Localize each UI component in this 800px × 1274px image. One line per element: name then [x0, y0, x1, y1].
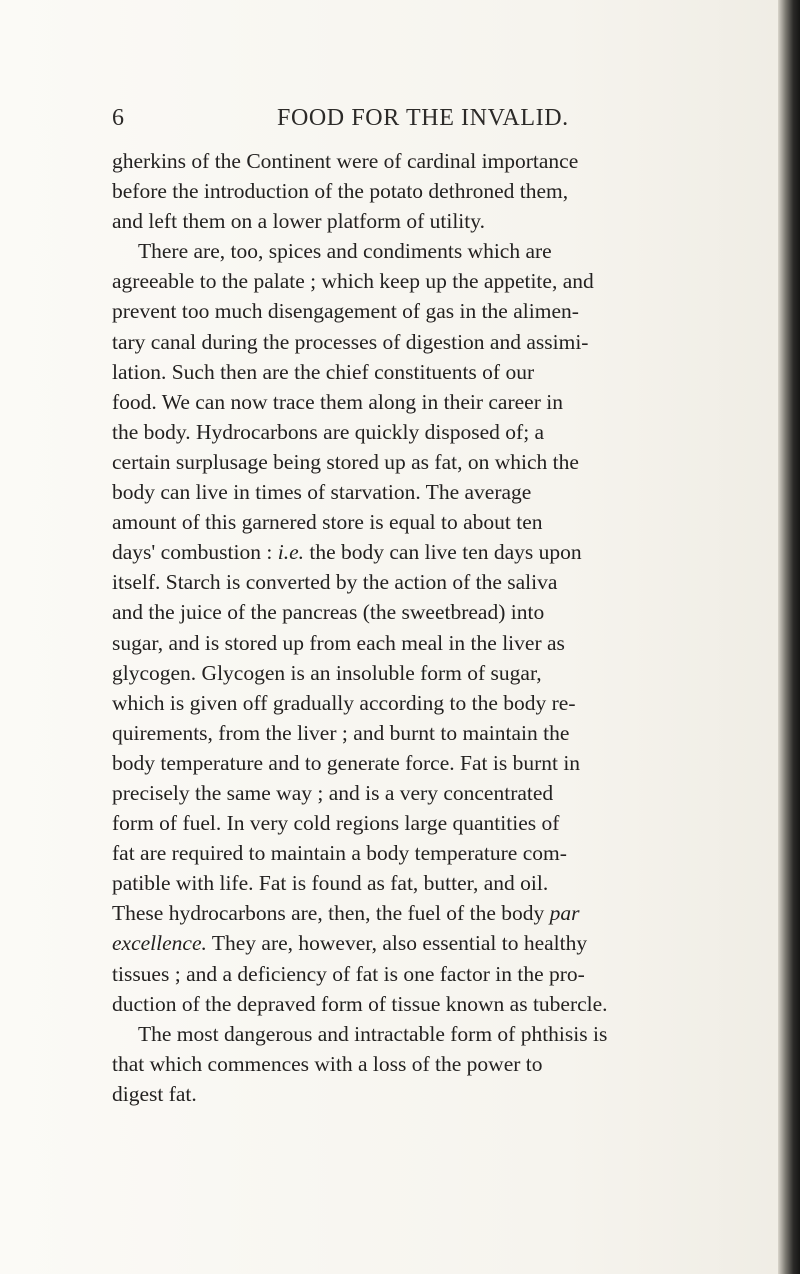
text-line: and the juice of the pancreas (the sweetbread) into: [112, 600, 545, 625]
text-line: [112, 537, 777, 567]
text-span: the body can live ten days upon: [304, 540, 582, 565]
text-line: prevent too much disengagement of gas in the alimen-: [112, 299, 579, 324]
text-line: There are, too, spices and condiments which are: [138, 239, 552, 264]
text-span: These hydrocarbons are, then, the fuel of the body: [112, 901, 550, 926]
text-line: body temperature and to generate force. Fat is burnt in: [112, 750, 581, 775]
text-line: quirements, from the liver ; and burnt to maintain the: [112, 720, 570, 745]
body-text: [112, 146, 777, 1109]
page-number: 6: [112, 105, 124, 131]
text-line: [112, 928, 777, 958]
text-line: before the introduction of the potato dethroned them,: [112, 179, 569, 204]
text-line: [112, 898, 777, 928]
text-line: tissues ; and a deficiency of fat is one factor in the pro-: [112, 961, 585, 986]
text-line: and left them on a lower platform of utility.: [112, 209, 485, 234]
italic-ie: i.e.: [277, 540, 304, 565]
text-span: days' combustion :: [112, 540, 278, 565]
text-line: sugar, and is stored up from each meal in the liver as: [112, 630, 565, 655]
text-line: lation. Such then are the chief constituents of our: [112, 359, 535, 384]
text-line: gherkins of the Continent were of cardinal importance: [112, 149, 579, 173]
text-line: itself. Starch is converted by the action of the saliva: [112, 570, 558, 595]
text-line: patible with life. Fat is found as fat, butter, and oil.: [112, 871, 549, 896]
text-line: body can live in times of starvation. The average: [112, 480, 532, 505]
text-line: digest fat.: [112, 1081, 197, 1106]
text-line: agreeable to the palate ; which keep up the appetite, and: [112, 269, 594, 294]
text-line: the body. Hydrocarbons are quickly disposed of; a: [112, 419, 545, 444]
text-span: They are, however, also essential to healthy: [206, 931, 588, 956]
text-line: that which commences with a loss of the power to: [112, 1051, 543, 1076]
text-line: glycogen. Glycogen is an insoluble form of sugar,: [112, 660, 542, 685]
text-line: certain surplusage being stored up as fat, on which the: [112, 449, 579, 474]
running-title: FOOD FOR THE INVALID.: [277, 105, 569, 131]
text-line: tary canal during the processes of digestion and assimi-: [112, 329, 589, 354]
text-line: food. We can now trace them along in their career in: [112, 389, 563, 414]
text-line: amount of this garnered store is equal to about ten: [112, 510, 543, 535]
italic-par: par: [549, 901, 580, 926]
text-line: The most dangerous and intractable form of phthisis is: [138, 1021, 608, 1046]
italic-excellence: excellence.: [112, 931, 207, 956]
text-line: duction of the depraved form of tissue known as tubercle.: [112, 991, 608, 1016]
text-line: form of fuel. In very cold regions large quantities of: [112, 811, 560, 836]
text-line: precisely the same way ; and is a very concentrated: [112, 780, 554, 805]
text-line: fat are required to maintain a body temperature com-: [112, 841, 567, 866]
text-line: which is given off gradually according to the body re-: [112, 690, 576, 715]
page-header: [112, 101, 762, 137]
book-gutter-shadow: [778, 0, 800, 1274]
